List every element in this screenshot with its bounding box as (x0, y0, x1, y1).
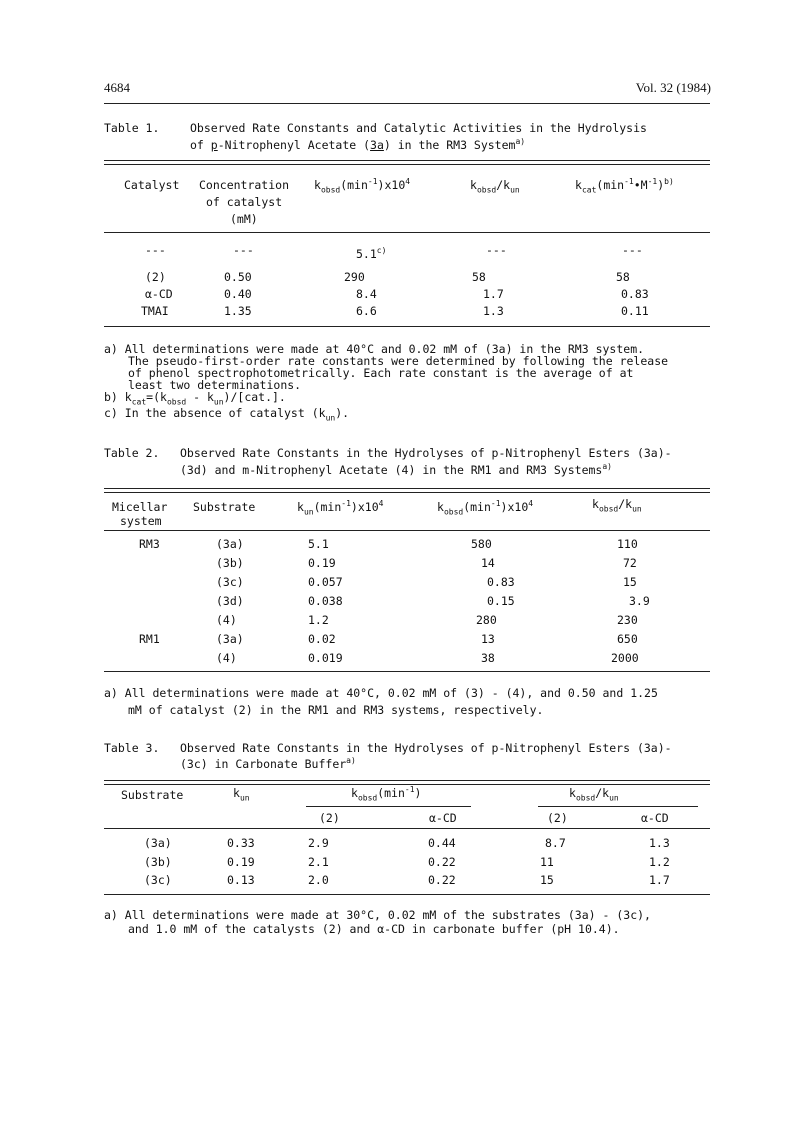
t2-r1-substrate: (3b) (216, 556, 244, 570)
t3-header-kun: $k_{un}$ (233, 786, 250, 803)
t1-note-b: b) $k_{cat}=(k_{obsd} - k_{un})/[cat.]$. (104, 390, 286, 407)
t1-r3-conc: 1.35 (224, 304, 252, 318)
t3-header-ratio: $k_{obsd}/k_{un}$ (569, 786, 619, 803)
t1-r0-ratio: --- (486, 243, 507, 257)
t3-r1-kobs2: 2.1 (308, 855, 329, 869)
t2-r4-ratio: 230 (617, 613, 638, 627)
t1-r3-kcat: 0.11 (621, 304, 649, 318)
t2-r4-kobs: 280 (476, 613, 497, 627)
t2-r3-kobs: 0.15 (487, 594, 515, 608)
t3-r2-ratioacd: 1.7 (649, 873, 670, 887)
t3-r2-substrate: (3c) (144, 873, 172, 887)
t2-r2-substrate: (3c) (216, 575, 244, 589)
t2-r1-ratio: 72 (623, 556, 637, 570)
t2-r0-ratio: 110 (617, 537, 638, 551)
t1-r2-kobs: 8.4 (356, 287, 377, 301)
t2-header-kobsd: $k_{obsd}(\min^{-1})x10^4$ (437, 499, 534, 517)
t3-kobsd-group-rule (306, 806, 471, 807)
t3-r2-kun: 0.13 (227, 873, 255, 887)
t2-r5-kobs: 13 (481, 632, 495, 646)
t3-r0-kobsacd: 0.44 (428, 836, 456, 850)
table1-label: Table 1. (104, 121, 160, 135)
t2-r3-ratio: 3.9 (629, 594, 650, 608)
t2-header-ratio: $k_{obsd}/k_{un}$ (592, 497, 642, 514)
t2-r3-kun: 0.038 (308, 594, 343, 608)
t1-r3-ratio: 1.3 (483, 304, 504, 318)
t3-r0-ratioacd: 1.3 (649, 836, 670, 850)
t2-r3-substrate: (3d) (216, 594, 244, 608)
t2-header-kun: $k_{un}(\min^{-1})x10^4$ (297, 499, 384, 517)
t1-header-concentration-2: of catalyst (206, 195, 283, 209)
table1-top-rule (104, 160, 710, 161)
t2-r0-system: RM3 (139, 537, 160, 551)
t1-note-c: c) In the absence of catalyst $(k_{un})$. (104, 406, 350, 423)
table2-label: Table 2. (104, 446, 160, 460)
t1-note-a-1: a) All determinations were made at 40°C and 0.02 mM of (3a) in the RM3 system. (104, 342, 645, 356)
table2-header-rule (104, 530, 710, 531)
t3-r1-substrate: (3b) (144, 855, 172, 869)
t3-r0-kobs2: 2.9 (308, 836, 329, 850)
table1-bottom-rule (104, 326, 710, 327)
journal-volume: Vol. 32 (1984) (635, 80, 711, 95)
t3-note-a-2: and 1.0 mM of the catalysts (2) and α-CD in carbonate buffer (pH 10.4). (128, 922, 620, 936)
t1-note-a-3: of phenol spectrophotometrically. Each rate constant is the average of at (128, 366, 634, 380)
t1-header-concentration: Concentration (199, 178, 290, 192)
table3-header-rule (104, 828, 710, 829)
t1-r2-kcat: 0.83 (621, 287, 649, 301)
t1-header-catalyst: Catalyst (124, 178, 180, 192)
t2-r4-kun: 1.2 (308, 613, 329, 627)
table2-top-rule (104, 488, 710, 489)
t1-r0-kobs: 5.1$^{c)}$ (356, 246, 387, 261)
t2-r5-substrate: (3a) (216, 632, 244, 646)
t3-header-kobsd: $k_{obsd}(\min^{-1})$ (351, 785, 422, 803)
t1-r3-catalyst: TMAI (141, 304, 169, 318)
t3-r2-ratio2: 15 (540, 873, 554, 887)
t3-r1-kun: 0.19 (227, 855, 255, 869)
t3-ratio-group-rule (538, 806, 698, 807)
t3-subheader-cat2: (2) (319, 811, 340, 825)
t2-header-micellar: Micellar (112, 500, 168, 514)
t3-r1-ratioacd: 1.2 (649, 855, 670, 869)
t2-header-substrate: Substrate (193, 500, 256, 514)
t2-r4-substrate: (4) (216, 613, 237, 627)
t2-r5-system: RM1 (139, 632, 160, 646)
t1-r0-catalyst: --- (145, 243, 166, 257)
header-rule (104, 103, 710, 104)
t1-r1-kcat: 58 (616, 270, 630, 284)
table2-top-rule-2 (104, 492, 710, 493)
t2-r2-ratio: 15 (623, 575, 637, 589)
t1-r2-catalyst: α-CD (145, 287, 173, 301)
t2-r6-kun: 0.019 (308, 651, 343, 665)
table2-caption-line2: (3d) and m-Nitrophenyl Acetate (4) in the RM1 and RM3 Systems$^{a)}$ (180, 462, 612, 477)
t2-r0-kobs: 580 (471, 537, 492, 551)
t2-r0-kun: 5.1 (308, 537, 329, 551)
t1-r3-kobs: 6.6 (356, 304, 377, 318)
t3-header-substrate: Substrate (121, 788, 184, 802)
t1-r1-conc: 0.50 (224, 270, 252, 284)
t2-header-system: system (120, 514, 162, 528)
t1-r2-conc: 0.40 (224, 287, 252, 301)
table3-label: Table 3. (104, 741, 160, 755)
t2-note-a-1: a) All determinations were made at 40°C, 0.02 mM of (3) - (4), and 0.50 and 1.25 (104, 686, 658, 700)
t1-note-a-4: least two determinations. (128, 378, 302, 392)
t1-header-kcat: $k_{cat}(\min^{-1}•M^{-1})^{b)}$ (575, 177, 674, 195)
table1-top-rule-2 (104, 164, 710, 165)
t2-r1-kobs: 14 (481, 556, 495, 570)
t2-note-a-2: mM of catalyst (2) in the RM1 and RM3 systems, respectively. (128, 703, 544, 717)
t2-r1-kun: 0.19 (308, 556, 336, 570)
t2-r2-kun: 0.057 (308, 575, 343, 589)
t3-r0-substrate: (3a) (144, 836, 172, 850)
t1-r0-kcat: --- (622, 243, 643, 257)
t1-r1-catalyst: (2) (145, 270, 166, 284)
t1-r1-kobs: 290 (344, 270, 365, 284)
t3-subheader-cat2b: (2) (547, 811, 568, 825)
table3-caption-line1: Observed Rate Constants in the Hydrolyses of p-Nitrophenyl Esters (3a)- (180, 741, 672, 755)
table3-caption-line2: (3c) in Carbonate Buffer$^{a)}$ (180, 756, 356, 771)
table3-bottom-rule (104, 894, 710, 895)
t1-r1-ratio: 58 (472, 270, 486, 284)
t1-note-a-2: The pseudo-first-order rate constants were determined by following the release (128, 354, 669, 368)
t3-r0-kun: 0.33 (227, 836, 255, 850)
table3-top-rule (104, 780, 710, 781)
t2-r6-kobs: 38 (481, 651, 495, 665)
t1-header-concentration-3: (mM) (230, 212, 258, 226)
table1-header-rule (104, 232, 710, 233)
t1-r0-conc: --- (233, 243, 254, 257)
t3-r1-ratio2: 11 (540, 855, 554, 869)
t2-r0-substrate: (3a) (216, 537, 244, 551)
t3-r2-kobs2: 2.0 (308, 873, 329, 887)
t3-note-a-1: a) All determinations were made at 30°C, 0.02 mM of the substrates (3a) - (3c), (104, 908, 651, 922)
t3-r0-ratio2: 8.7 (545, 836, 566, 850)
table2-caption-line1: Observed Rate Constants in the Hydrolyses of p-Nitrophenyl Esters (3a)- (180, 446, 672, 460)
t1-header-ratio: $k_{obsd}/k_{un}$ (470, 178, 520, 195)
table1-caption-line2: of p-Nitrophenyl Acetate (3a) in the RM3 System$^{a)}$ (190, 137, 526, 152)
t3-subheader-acd: α-CD (429, 811, 457, 825)
t2-r5-kun: 0.02 (308, 632, 336, 646)
t2-r5-ratio: 650 (617, 632, 638, 646)
page-number: 4684 (104, 80, 130, 95)
t1-r2-ratio: 1.7 (483, 287, 504, 301)
t2-r2-kobs: 0.83 (487, 575, 515, 589)
table1-caption-line1: Observed Rate Constants and Catalytic Activities in the Hydrolysis (190, 121, 647, 135)
t1-header-kobsd: $k_{obsd}(\min^{-1})x10^4$ (314, 177, 411, 195)
t3-r2-kobsacd: 0.22 (428, 873, 456, 887)
table2-bottom-rule (104, 671, 710, 672)
t2-r6-ratio: 2000 (611, 651, 639, 665)
t2-r6-substrate: (4) (216, 651, 237, 665)
t3-r1-kobsacd: 0.22 (428, 855, 456, 869)
t3-subheader-acdb: α-CD (641, 811, 669, 825)
